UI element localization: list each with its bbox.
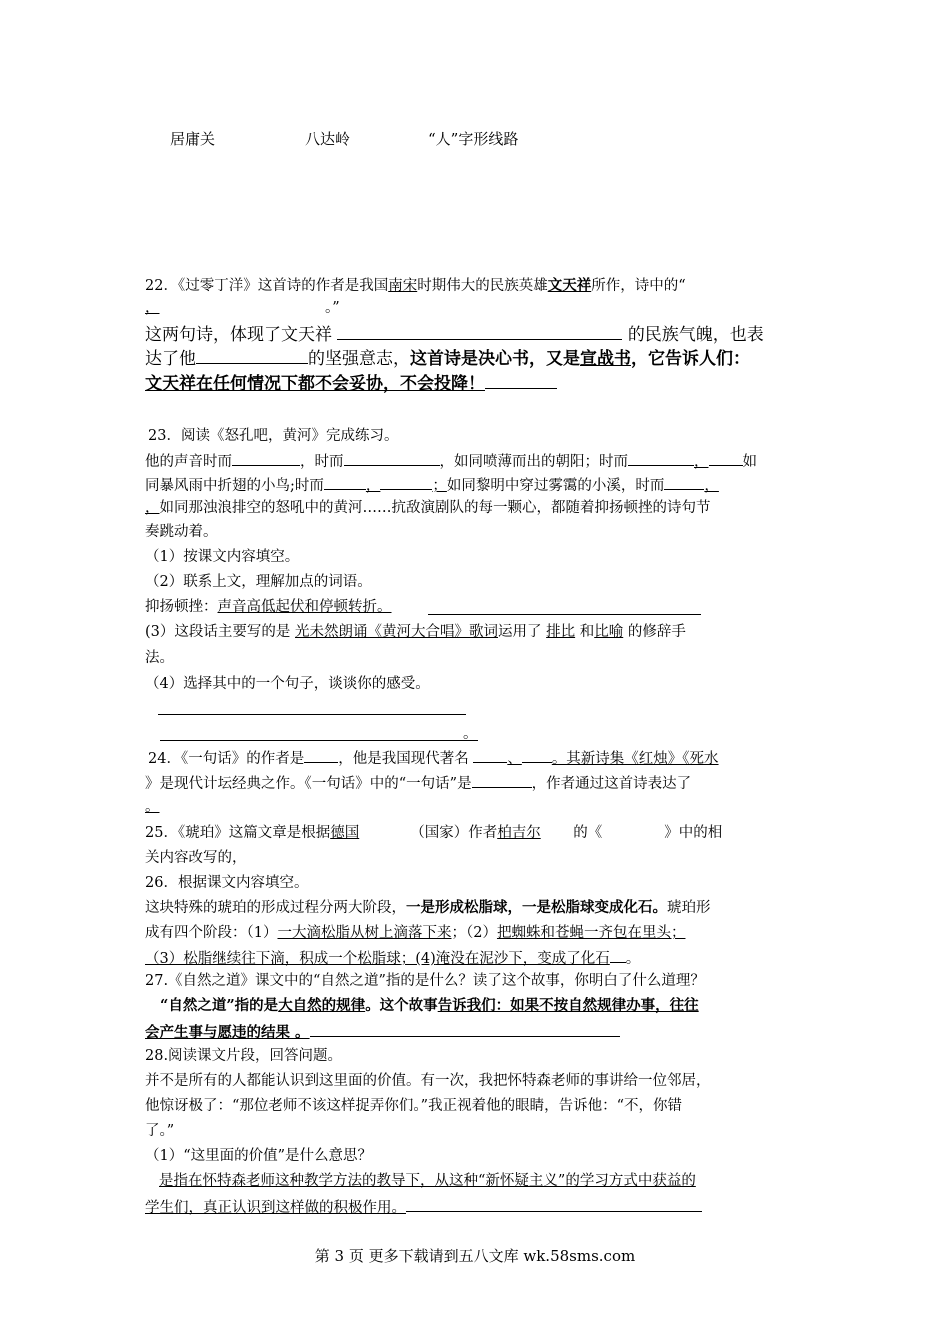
text: 》中的相 — [664, 825, 723, 841]
text: ，它告诉人们： — [631, 349, 750, 369]
blank[interactable] — [709, 450, 743, 466]
answer-text: 声音高低起伏和停顿转折。 — [217, 599, 392, 615]
text: 的民族气魄，也表 — [627, 325, 764, 345]
text: 。其新诗集《红烛》《死水 — [551, 751, 719, 767]
q26-line2 — [145, 923, 810, 943]
q23-sub3-cont: 法。 — [145, 650, 174, 666]
label-badaling: 八达岭 — [305, 130, 351, 148]
blank[interactable] — [610, 947, 626, 963]
q27-line1: 27.《自然之道》课文中的“自然之道”指的是什么？读了这个故事，你明白了什么道理？ — [145, 973, 705, 989]
q23-sub4: （4）选择其中的一个句子，谈谈你的感受。 — [145, 676, 430, 692]
text: 宣战书 — [580, 349, 631, 369]
text: 的坚强意志， — [308, 349, 410, 369]
q23-sub3 — [145, 622, 810, 642]
label-juyongguan: 居庸关 — [170, 130, 216, 148]
answer-text: 大自然的规律 — [278, 997, 366, 1014]
text: 他的声音时而 — [145, 454, 232, 470]
text: 所作，诗中的“ — [591, 278, 686, 294]
q23-line1 — [145, 450, 810, 472]
answer-stage2: 把蜘蛛和苍蝇一齐包在里头； — [496, 925, 686, 941]
q28-passage-2: 他惊讶极了：“那位老师不该这样捉弄你们。”我正视着他的眼睛，告诉他：“不，你错 — [145, 1098, 682, 1114]
answer-text: 学生们，真正认识到这样做的积极作用。 — [145, 1200, 406, 1216]
answer-text: 会产生事与愿违的结果 。 — [145, 1024, 310, 1041]
answer-blank[interactable] — [196, 348, 308, 364]
blank[interactable] — [304, 747, 338, 763]
text: 、 — [507, 751, 522, 767]
blank[interactable] — [473, 747, 507, 763]
q28-sub1: （1）“这里面的价值”是什么意思？ — [145, 1148, 373, 1164]
q28-passage-1: 并不是所有的人都能认识到这里面的价值。有一次，我把怀特森老师的事讲给一位邻居， — [145, 1073, 711, 1089]
answer-end-mark: 。 — [463, 726, 478, 742]
q25-line2: 关内容改写的， — [145, 850, 247, 866]
text: ；（2） — [451, 925, 497, 941]
text: 。” — [325, 300, 340, 316]
q22-line4 — [145, 347, 810, 371]
blank[interactable] — [664, 474, 704, 490]
q22-line1 — [145, 276, 810, 296]
answer-wentianxiang: 文天祥 — [547, 277, 592, 294]
blank[interactable] — [472, 772, 532, 788]
text: ， — [704, 478, 719, 494]
text: ，如同喷薄而出的朝阳；时而 — [439, 454, 628, 470]
answer-text: 告诉我们：如果不按自然规律办事，往往 — [437, 997, 699, 1014]
answer-germany: 德国 — [330, 825, 360, 841]
q23-line2 — [145, 474, 810, 496]
text: 同暴风雨中折翅的小鸟;时而 — [145, 478, 324, 494]
text: 琥珀形 — [667, 900, 711, 916]
answer-text: 是指在怀特森老师这种教学方法的教导下，从这种“新怀疑主义”的学习方式中获益的 — [159, 1173, 696, 1189]
blank[interactable] — [232, 450, 300, 466]
text: ，时而 — [300, 454, 344, 470]
text: 的修辞手 — [627, 624, 686, 640]
q24-line3 — [145, 797, 810, 817]
text: 这首诗是决心书，又是 — [410, 349, 580, 369]
q26-line3 — [145, 947, 810, 969]
text: 的《 — [573, 825, 603, 841]
q23-title: 23．阅读《怒孔吧，黄河》完成练习。 — [148, 428, 399, 444]
q23-sub1: （1）按课文内容填空。 — [145, 549, 300, 565]
answer-stage3: （3）松脂继续往下滴，积成一个松脂球 — [145, 951, 401, 967]
answer-line — [428, 614, 701, 615]
answer-blank[interactable]: 。 — [145, 799, 160, 815]
text: 达了他 — [145, 349, 196, 369]
text: ；(4) — [400, 951, 436, 967]
text: 如同那浊浪排空的怒吼中的黄河……抗敌演剧队的每一颗心，都随着抑扬顿挫的诗句节 — [159, 500, 711, 516]
q23-sub2: （2）联系上文，理解加点的词语。 — [145, 574, 372, 590]
answer-blank[interactable] — [485, 373, 557, 389]
text: ， — [365, 478, 381, 494]
text: ，他是我国现代著名 — [338, 751, 469, 767]
answer-line[interactable] — [158, 714, 466, 715]
q28-title: 28.阅读课文片段，回答问题。 — [145, 1048, 343, 1064]
q22-line2 — [145, 298, 810, 318]
q26-line1 — [145, 898, 810, 918]
page-footer: 第 3 页 更多下载请到五八文库 wk.58sms.com — [314, 1247, 636, 1265]
answer-text: 文天祥在任何情况下都不会妥协，不会投降！ — [145, 374, 485, 394]
q27-line2 — [160, 996, 825, 1016]
text: （国家）作者 — [410, 825, 498, 841]
q24-line1 — [148, 747, 813, 769]
q28-answer-1 — [145, 1171, 810, 1191]
answer-line[interactable] — [160, 740, 478, 741]
q27-line3 — [145, 1021, 810, 1043]
blank[interactable] — [522, 747, 552, 763]
answer-blank[interactable] — [337, 324, 622, 340]
blank[interactable] — [324, 474, 366, 490]
text: ； — [432, 478, 447, 494]
text: ， — [145, 500, 160, 516]
blank[interactable] — [628, 450, 694, 466]
text: ， — [694, 454, 709, 470]
text: 和 — [579, 624, 595, 640]
text: 。这个故事 — [365, 997, 438, 1014]
answer-nansong: 南宋 — [388, 278, 418, 294]
text: 。 — [625, 951, 641, 967]
text: 这两句诗，体现了文天祥 — [145, 325, 332, 345]
text: 如 — [742, 454, 757, 470]
text: 一是形成松脂球，一是松脂球变成化石。 — [406, 899, 667, 916]
q23-line3 — [145, 498, 810, 518]
text: 运用了 — [498, 624, 542, 640]
text: 25．《琥珀》这篇文章是根据 — [145, 825, 331, 841]
answer-blank[interactable] — [406, 1196, 702, 1212]
q22-line5 — [145, 372, 810, 396]
text: “自然之道”指的是 — [160, 997, 279, 1014]
text: 》是现代计坛经典之作。《一句话》中的“一句话”是 — [145, 776, 472, 792]
blank[interactable] — [380, 474, 432, 490]
answer-biyu: 比喻 — [594, 624, 624, 640]
term-label: 抑扬顿挫： — [145, 599, 218, 615]
q28-answer-2 — [145, 1196, 810, 1218]
text: (3）这段话主要写的是 — [145, 624, 291, 640]
q26-title: 26．根据课文内容填空。 — [145, 875, 309, 891]
answer-paibi: 排比 — [546, 624, 576, 640]
text: 如同黎明中穿过雾霭的小溪，时而 — [446, 478, 665, 494]
q25-line1 — [145, 823, 810, 843]
q28-passage-3: 了。” — [145, 1123, 175, 1139]
text: 22．《过零丁洋》这首诗的作者是我国 — [145, 278, 389, 294]
q23-line4: 奏跳动着。 — [145, 524, 218, 540]
text: 时期伟大的民族英雄 — [417, 278, 548, 294]
label-ren-route: “人”字形线路 — [428, 130, 519, 148]
q22-line3 — [145, 323, 810, 347]
answer-stage1: 一大滴松脂从树上滴落下来 — [277, 925, 452, 941]
text: 24．《一句话》的作者是 — [148, 751, 305, 767]
quote-blank[interactable]: ， — [145, 300, 160, 316]
answer-author: 柏吉尔 — [497, 825, 541, 841]
answer-text: 光未然朗诵《黄河大合唱》歌词 — [295, 624, 498, 640]
answer-stage4: 淹没在泥沙下，变成了化石 — [435, 951, 610, 967]
blank[interactable] — [344, 450, 440, 466]
text: ，作者通过这首诗表达了 — [531, 776, 692, 792]
text: 这块特殊的琥珀的形成过程分两大阶段， — [145, 900, 406, 916]
text: 成有四个阶段：（1） — [145, 925, 278, 941]
q24-line2 — [145, 772, 810, 794]
answer-blank[interactable] — [310, 1021, 620, 1037]
